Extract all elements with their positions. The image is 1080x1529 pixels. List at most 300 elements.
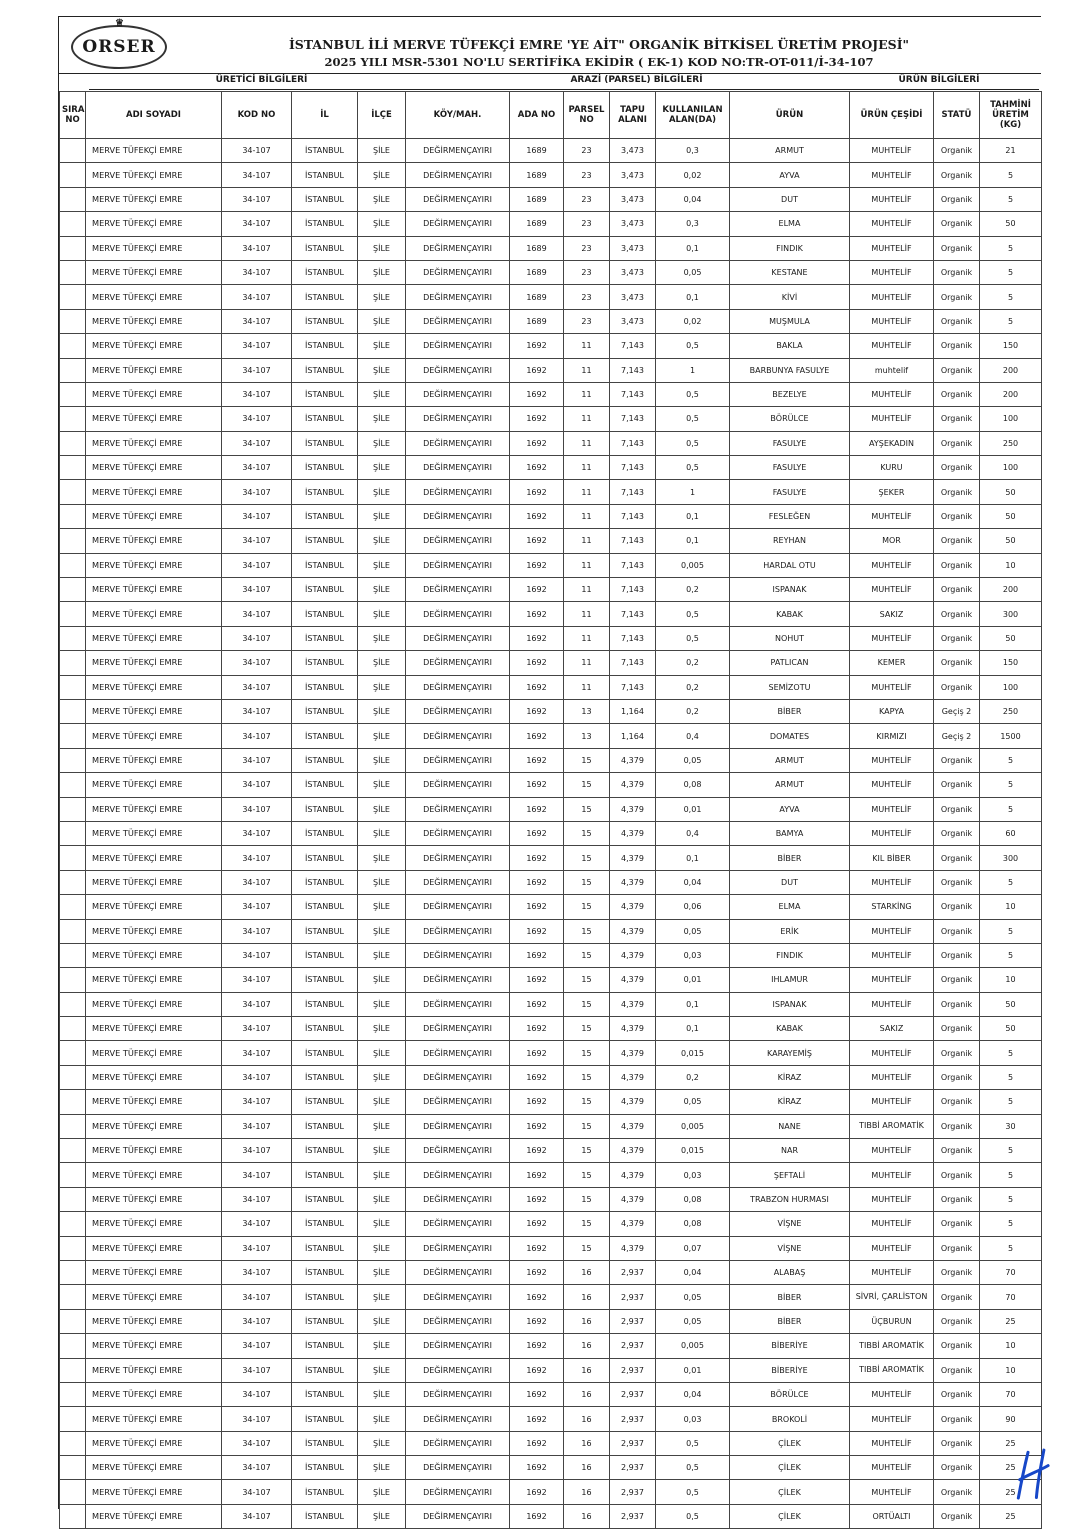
cell-name: MERVE TÜFEKÇİ EMRE <box>86 919 222 943</box>
cell-ada-no: 1689 <box>510 163 564 187</box>
cell-name: MERVE TÜFEKÇİ EMRE <box>86 163 222 187</box>
cell-statu: Organik <box>934 1382 980 1406</box>
cell-statu: Organik <box>934 968 980 992</box>
cell-urun: BÖRÜLCE <box>730 1382 850 1406</box>
cell-il: İSTANBUL <box>292 1309 358 1333</box>
cell-kullanilan-alan: 0,5 <box>656 334 730 358</box>
cell-ilce: ŞİLE <box>358 578 406 602</box>
cell-urun-cesidi: MUHTELİF <box>850 553 934 577</box>
cell-kullanilan-alan: 0,05 <box>656 748 730 772</box>
cell-urun-cesidi: MUHTELİF <box>850 626 934 650</box>
cell-sira-no <box>60 1407 86 1431</box>
cell-kullanilan-alan: 0,1 <box>656 846 730 870</box>
cell-ada-no: 1692 <box>510 1285 564 1309</box>
cell-uretim: 5 <box>980 1065 1042 1089</box>
cell-parsel-no: 16 <box>564 1431 610 1455</box>
cell-tapu-alani: 4,379 <box>610 797 656 821</box>
cell-koy: DEĞİRMENÇAYIRI <box>406 992 510 1016</box>
cell-code: 34-107 <box>222 1139 292 1163</box>
cell-code: 34-107 <box>222 1260 292 1284</box>
cell-parsel-no: 23 <box>564 163 610 187</box>
table-row <box>60 1212 1042 1236</box>
cell-uretim: 21 <box>980 139 1042 163</box>
cell-code: 34-107 <box>222 187 292 211</box>
cell-ilce: ŞİLE <box>358 1456 406 1480</box>
cell-urun-cesidi: MUHTELİF <box>850 407 934 431</box>
cell-il: İSTANBUL <box>292 821 358 845</box>
cell-urun: ÇİLEK <box>730 1456 850 1480</box>
cell-parsel-no: 16 <box>564 1334 610 1358</box>
cell-ada-no: 1692 <box>510 870 564 894</box>
cell-name: MERVE TÜFEKÇİ EMRE <box>86 139 222 163</box>
cell-ada-no: 1692 <box>510 919 564 943</box>
cell-uretim: 5 <box>980 187 1042 211</box>
cell-parsel-no: 11 <box>564 651 610 675</box>
cell-il: İSTANBUL <box>292 553 358 577</box>
cell-il: İSTANBUL <box>292 1187 358 1211</box>
cell-sira-no <box>60 699 86 723</box>
cell-name: MERVE TÜFEKÇİ EMRE <box>86 1090 222 1114</box>
cell-tapu-alani: 3,473 <box>610 236 656 260</box>
table-row <box>60 480 1042 504</box>
cell-ada-no: 1692 <box>510 895 564 919</box>
cell-sira-no <box>60 992 86 1016</box>
cell-kullanilan-alan: 0,01 <box>656 968 730 992</box>
cell-ada-no: 1692 <box>510 846 564 870</box>
cell-il: İSTANBUL <box>292 797 358 821</box>
cell-ilce: ŞİLE <box>358 992 406 1016</box>
cell-il: İSTANBUL <box>292 236 358 260</box>
cell-kullanilan-alan: 0,2 <box>656 1065 730 1089</box>
cell-koy: DEĞİRMENÇAYIRI <box>406 236 510 260</box>
cell-ada-no: 1692 <box>510 382 564 406</box>
cell-sira-no <box>60 212 86 236</box>
cell-kullanilan-alan: 0,02 <box>656 163 730 187</box>
table-row <box>60 895 1042 919</box>
cell-urun-cesidi: MUHTELİF <box>850 578 934 602</box>
cell-uretim: 25 <box>980 1309 1042 1333</box>
cell-code: 34-107 <box>222 651 292 675</box>
cell-il: İSTANBUL <box>292 1431 358 1455</box>
cell-tapu-alani: 4,379 <box>610 1041 656 1065</box>
cell-il: İSTANBUL <box>292 578 358 602</box>
cell-tapu-alani: 2,937 <box>610 1407 656 1431</box>
column-header: PARSEL NO <box>564 92 610 139</box>
cell-koy: DEĞİRMENÇAYIRI <box>406 480 510 504</box>
cell-koy: DEĞİRMENÇAYIRI <box>406 407 510 431</box>
cell-tapu-alani: 2,937 <box>610 1260 656 1284</box>
cell-urun: ARMUT <box>730 773 850 797</box>
cell-sira-no <box>60 1236 86 1260</box>
cell-kullanilan-alan: 0,5 <box>656 456 730 480</box>
cell-urun-cesidi: ORTÜALTI <box>850 1504 934 1528</box>
cell-uretim: 5 <box>980 1163 1042 1187</box>
cell-code: 34-107 <box>222 309 292 333</box>
cell-tapu-alani: 1,164 <box>610 699 656 723</box>
cell-ada-no: 1692 <box>510 1187 564 1211</box>
cell-il: İSTANBUL <box>292 748 358 772</box>
cell-uretim: 50 <box>980 480 1042 504</box>
cell-name: MERVE TÜFEKÇİ EMRE <box>86 870 222 894</box>
cell-name: MERVE TÜFEKÇİ EMRE <box>86 773 222 797</box>
cell-koy: DEĞİRMENÇAYIRI <box>406 675 510 699</box>
table-row <box>60 919 1042 943</box>
cell-ada-no: 1692 <box>510 1090 564 1114</box>
table-row <box>60 358 1042 382</box>
cell-parsel-no: 15 <box>564 1041 610 1065</box>
cell-tapu-alani: 4,379 <box>610 1236 656 1260</box>
cell-ilce: ŞİLE <box>358 846 406 870</box>
cell-urun: BÖRÜLCE <box>730 407 850 431</box>
cell-name: MERVE TÜFEKÇİ EMRE <box>86 1334 222 1358</box>
cell-urun: ARMUT <box>730 748 850 772</box>
cell-statu: Organik <box>934 870 980 894</box>
cell-ilce: ŞİLE <box>358 1309 406 1333</box>
cell-uretim: 10 <box>980 1334 1042 1358</box>
cell-koy: DEĞİRMENÇAYIRI <box>406 1358 510 1382</box>
column-header: İLÇE <box>358 92 406 139</box>
cell-name: MERVE TÜFEKÇİ EMRE <box>86 846 222 870</box>
cell-sira-no <box>60 1382 86 1406</box>
column-header: KÖY/MAH. <box>406 92 510 139</box>
cell-koy: DEĞİRMENÇAYIRI <box>406 187 510 211</box>
cell-sira-no <box>60 309 86 333</box>
table-row <box>60 236 1042 260</box>
cell-name: MERVE TÜFEKÇİ EMRE <box>86 578 222 602</box>
cell-il: İSTANBUL <box>292 480 358 504</box>
cell-kullanilan-alan: 0,5 <box>656 1504 730 1528</box>
cell-il: İSTANBUL <box>292 1163 358 1187</box>
table-row <box>60 578 1042 602</box>
cell-uretim: 5 <box>980 260 1042 284</box>
cell-uretim: 150 <box>980 334 1042 358</box>
cell-parsel-no: 11 <box>564 504 610 528</box>
cell-koy: DEĞİRMENÇAYIRI <box>406 1260 510 1284</box>
cell-statu: Organik <box>934 846 980 870</box>
cell-urun-cesidi: TIBBİ AROMATİK <box>850 1334 934 1358</box>
table-row <box>60 1187 1042 1211</box>
cell-kullanilan-alan: 0,03 <box>656 1163 730 1187</box>
cell-kullanilan-alan: 0,4 <box>656 724 730 748</box>
cell-tapu-alani: 7,143 <box>610 456 656 480</box>
cell-ilce: ŞİLE <box>358 1017 406 1041</box>
cell-statu: Organik <box>934 1431 980 1455</box>
cell-urun-cesidi: SİVRİ, ÇARLİSTON <box>850 1285 934 1309</box>
group-parcel: ARAZİ (PARSEL) BİLGİLERİ <box>434 75 839 90</box>
cell-ilce: ŞİLE <box>358 260 406 284</box>
cell-parsel-no: 15 <box>564 870 610 894</box>
cell-ada-no: 1692 <box>510 1358 564 1382</box>
cell-statu: Organik <box>934 139 980 163</box>
cell-tapu-alani: 7,143 <box>610 651 656 675</box>
cell-code: 34-107 <box>222 1236 292 1260</box>
table-row <box>60 187 1042 211</box>
cell-ilce: ŞİLE <box>358 699 406 723</box>
cell-code: 34-107 <box>222 1065 292 1089</box>
cell-code: 34-107 <box>222 431 292 455</box>
cell-tapu-alani: 7,143 <box>610 504 656 528</box>
cell-tapu-alani: 4,379 <box>610 968 656 992</box>
cell-il: İSTANBUL <box>292 139 358 163</box>
cell-ada-no: 1692 <box>510 529 564 553</box>
cell-statu: Organik <box>934 1139 980 1163</box>
cell-statu: Organik <box>934 1090 980 1114</box>
cell-koy: DEĞİRMENÇAYIRI <box>406 1187 510 1211</box>
cell-name: MERVE TÜFEKÇİ EMRE <box>86 431 222 455</box>
cell-tapu-alani: 2,937 <box>610 1431 656 1455</box>
cell-tapu-alani: 4,379 <box>610 1065 656 1089</box>
cell-kullanilan-alan: 0,05 <box>656 919 730 943</box>
table-row <box>60 1017 1042 1041</box>
cell-kullanilan-alan: 0,1 <box>656 529 730 553</box>
cell-code: 34-107 <box>222 943 292 967</box>
cell-kullanilan-alan: 0,03 <box>656 1407 730 1431</box>
cell-tapu-alani: 4,379 <box>610 1114 656 1138</box>
cell-uretim: 50 <box>980 1017 1042 1041</box>
cell-urun-cesidi: MUHTELİF <box>850 1431 934 1455</box>
cell-il: İSTANBUL <box>292 870 358 894</box>
cell-ada-no: 1692 <box>510 1041 564 1065</box>
cell-urun-cesidi: STARKİNG <box>850 895 934 919</box>
cell-code: 34-107 <box>222 797 292 821</box>
cell-tapu-alani: 7,143 <box>610 553 656 577</box>
cell-il: İSTANBUL <box>292 431 358 455</box>
cell-uretim: 10 <box>980 1358 1042 1382</box>
cell-kullanilan-alan: 0,2 <box>656 675 730 699</box>
logo-text: ORSER <box>82 37 156 57</box>
cell-sira-no <box>60 797 86 821</box>
cell-name: MERVE TÜFEKÇİ EMRE <box>86 1139 222 1163</box>
cell-kullanilan-alan: 0,07 <box>656 1236 730 1260</box>
cell-uretim: 5 <box>980 773 1042 797</box>
cell-ilce: ŞİLE <box>358 529 406 553</box>
cell-code: 34-107 <box>222 773 292 797</box>
cell-statu: Organik <box>934 1017 980 1041</box>
cell-urun-cesidi: MUHTELİF <box>850 285 934 309</box>
cell-il: İSTANBUL <box>292 1407 358 1431</box>
cell-uretim: 25 <box>980 1480 1042 1504</box>
cell-parsel-no: 16 <box>564 1358 610 1382</box>
cell-parsel-no: 16 <box>564 1260 610 1284</box>
cell-ada-no: 1692 <box>510 480 564 504</box>
cell-uretim: 1500 <box>980 724 1042 748</box>
cell-parsel-no: 15 <box>564 748 610 772</box>
cell-urun: BAMYA <box>730 821 850 845</box>
cell-urun: ERİK <box>730 919 850 943</box>
cell-ilce: ŞİLE <box>358 919 406 943</box>
cell-parsel-no: 11 <box>564 553 610 577</box>
table-row <box>60 821 1042 845</box>
cell-code: 34-107 <box>222 968 292 992</box>
cell-uretim: 5 <box>980 1090 1042 1114</box>
cell-il: İSTANBUL <box>292 163 358 187</box>
cell-sira-no <box>60 1041 86 1065</box>
cell-name: MERVE TÜFEKÇİ EMRE <box>86 1480 222 1504</box>
cell-uretim: 100 <box>980 407 1042 431</box>
cell-ada-no: 1692 <box>510 651 564 675</box>
cell-tapu-alani: 4,379 <box>610 870 656 894</box>
cell-code: 34-107 <box>222 480 292 504</box>
cell-urun: AYVA <box>730 797 850 821</box>
cell-ada-no: 1692 <box>510 602 564 626</box>
cell-parsel-no: 11 <box>564 382 610 406</box>
cell-statu: Organik <box>934 1163 980 1187</box>
cell-uretim: 50 <box>980 529 1042 553</box>
table-row <box>60 773 1042 797</box>
cell-name: MERVE TÜFEKÇİ EMRE <box>86 626 222 650</box>
cell-code: 34-107 <box>222 504 292 528</box>
cell-il: İSTANBUL <box>292 675 358 699</box>
cell-urun: ÇİLEK <box>730 1504 850 1528</box>
cell-ilce: ŞİLE <box>358 1041 406 1065</box>
cell-ada-no: 1692 <box>510 821 564 845</box>
cell-statu: Organik <box>934 821 980 845</box>
cell-koy: DEĞİRMENÇAYIRI <box>406 1382 510 1406</box>
cell-tapu-alani: 3,473 <box>610 187 656 211</box>
cell-sira-no <box>60 1309 86 1333</box>
cell-sira-no <box>60 260 86 284</box>
cell-urun-cesidi: MUHTELİF <box>850 1407 934 1431</box>
cell-parsel-no: 11 <box>564 602 610 626</box>
cell-ilce: ŞİLE <box>358 895 406 919</box>
cell-koy: DEĞİRMENÇAYIRI <box>406 529 510 553</box>
table-row <box>60 1285 1042 1309</box>
cell-tapu-alani: 7,143 <box>610 480 656 504</box>
cell-ada-no: 1689 <box>510 187 564 211</box>
cell-tapu-alani: 2,937 <box>610 1382 656 1406</box>
cell-urun: BİBER <box>730 1309 850 1333</box>
cell-parsel-no: 15 <box>564 846 610 870</box>
cell-koy: DEĞİRMENÇAYIRI <box>406 1504 510 1528</box>
cell-code: 34-107 <box>222 870 292 894</box>
cell-statu: Organik <box>934 602 980 626</box>
cell-il: İSTANBUL <box>292 382 358 406</box>
cell-name: MERVE TÜFEKÇİ EMRE <box>86 748 222 772</box>
cell-kullanilan-alan: 0,05 <box>656 1090 730 1114</box>
cell-urun-cesidi: MUHTELİF <box>850 870 934 894</box>
cell-kullanilan-alan: 0,1 <box>656 285 730 309</box>
cell-urun-cesidi: MUHTELİF <box>850 382 934 406</box>
cell-urun: HARDAL OTU <box>730 553 850 577</box>
cell-parsel-no: 15 <box>564 895 610 919</box>
cell-name: MERVE TÜFEKÇİ EMRE <box>86 334 222 358</box>
cell-ada-no: 1692 <box>510 1114 564 1138</box>
cell-urun: FESLEĞEN <box>730 504 850 528</box>
cell-uretim: 5 <box>980 163 1042 187</box>
cell-tapu-alani: 2,937 <box>610 1285 656 1309</box>
cell-uretim: 50 <box>980 212 1042 236</box>
orser-logo <box>71 18 167 69</box>
cell-code: 34-107 <box>222 1407 292 1431</box>
cell-urun: FASULYE <box>730 456 850 480</box>
cell-ilce: ŞİLE <box>358 626 406 650</box>
cell-urun-cesidi: MUHTELİF <box>850 236 934 260</box>
cell-ilce: ŞİLE <box>358 943 406 967</box>
cell-kullanilan-alan: 0,03 <box>656 943 730 967</box>
cell-name: MERVE TÜFEKÇİ EMRE <box>86 1456 222 1480</box>
cell-name: MERVE TÜFEKÇİ EMRE <box>86 699 222 723</box>
cell-ada-no: 1689 <box>510 139 564 163</box>
cell-sira-no <box>60 1431 86 1455</box>
cell-statu: Organik <box>934 1187 980 1211</box>
cell-tapu-alani: 4,379 <box>610 919 656 943</box>
cell-ilce: ŞİLE <box>358 675 406 699</box>
cell-uretim: 200 <box>980 578 1042 602</box>
cell-tapu-alani: 4,379 <box>610 1139 656 1163</box>
cell-parsel-no: 15 <box>564 1139 610 1163</box>
cell-sira-no <box>60 846 86 870</box>
cell-tapu-alani: 7,143 <box>610 529 656 553</box>
table-row <box>60 943 1042 967</box>
cell-urun-cesidi: MUHTELİF <box>850 1480 934 1504</box>
cell-kullanilan-alan: 0,05 <box>656 260 730 284</box>
column-header: ADI SOYADI <box>86 92 222 139</box>
table-row <box>60 553 1042 577</box>
cell-tapu-alani: 7,143 <box>610 602 656 626</box>
cell-uretim: 5 <box>980 943 1042 967</box>
cell-sira-no <box>60 773 86 797</box>
cell-urun: TRABZON HURMASI <box>730 1187 850 1211</box>
cell-urun: ARMUT <box>730 139 850 163</box>
cell-name: MERVE TÜFEKÇİ EMRE <box>86 407 222 431</box>
cell-sira-no <box>60 163 86 187</box>
cell-sira-no <box>60 870 86 894</box>
cell-koy: DEĞİRMENÇAYIRI <box>406 1090 510 1114</box>
cell-urun: ELMA <box>730 895 850 919</box>
cell-koy: DEĞİRMENÇAYIRI <box>406 870 510 894</box>
table-body <box>60 139 1042 1529</box>
cell-urun: KABAK <box>730 602 850 626</box>
cell-name: MERVE TÜFEKÇİ EMRE <box>86 1017 222 1041</box>
cell-koy: DEĞİRMENÇAYIRI <box>406 285 510 309</box>
cell-sira-no <box>60 236 86 260</box>
cell-il: İSTANBUL <box>292 992 358 1016</box>
cell-code: 34-107 <box>222 382 292 406</box>
cell-code: 34-107 <box>222 1041 292 1065</box>
cell-urun-cesidi: MUHTELİF <box>850 748 934 772</box>
cell-koy: DEĞİRMENÇAYIRI <box>406 1309 510 1333</box>
cell-sira-no <box>60 651 86 675</box>
cell-urun-cesidi: MUHTELİF <box>850 1041 934 1065</box>
cell-parsel-no: 23 <box>564 212 610 236</box>
cell-ada-no: 1692 <box>510 1382 564 1406</box>
cell-parsel-no: 16 <box>564 1504 610 1528</box>
cell-urun-cesidi: MUHTELİF <box>850 992 934 1016</box>
table-row <box>60 1382 1042 1406</box>
cell-name: MERVE TÜFEKÇİ EMRE <box>86 1260 222 1284</box>
cell-ada-no: 1692 <box>510 1260 564 1284</box>
cell-sira-no <box>60 1212 86 1236</box>
cell-sira-no <box>60 1163 86 1187</box>
cell-ilce: ŞİLE <box>358 1090 406 1114</box>
cell-koy: DEĞİRMENÇAYIRI <box>406 578 510 602</box>
cell-il: İSTANBUL <box>292 456 358 480</box>
cell-parsel-no: 15 <box>564 797 610 821</box>
cell-name: MERVE TÜFEKÇİ EMRE <box>86 1407 222 1431</box>
cell-kullanilan-alan: 0,5 <box>656 626 730 650</box>
cell-urun-cesidi: KIL BİBER <box>850 846 934 870</box>
cell-ilce: ŞİLE <box>358 212 406 236</box>
cell-uretim: 70 <box>980 1260 1042 1284</box>
cell-code: 34-107 <box>222 992 292 1016</box>
cell-ilce: ŞİLE <box>358 1480 406 1504</box>
cell-urun: SEMİZOTU <box>730 675 850 699</box>
cell-koy: DEĞİRMENÇAYIRI <box>406 1334 510 1358</box>
cell-kullanilan-alan: 0,5 <box>656 382 730 406</box>
cell-il: İSTANBUL <box>292 919 358 943</box>
cell-code: 34-107 <box>222 260 292 284</box>
cell-kullanilan-alan: 0,02 <box>656 309 730 333</box>
